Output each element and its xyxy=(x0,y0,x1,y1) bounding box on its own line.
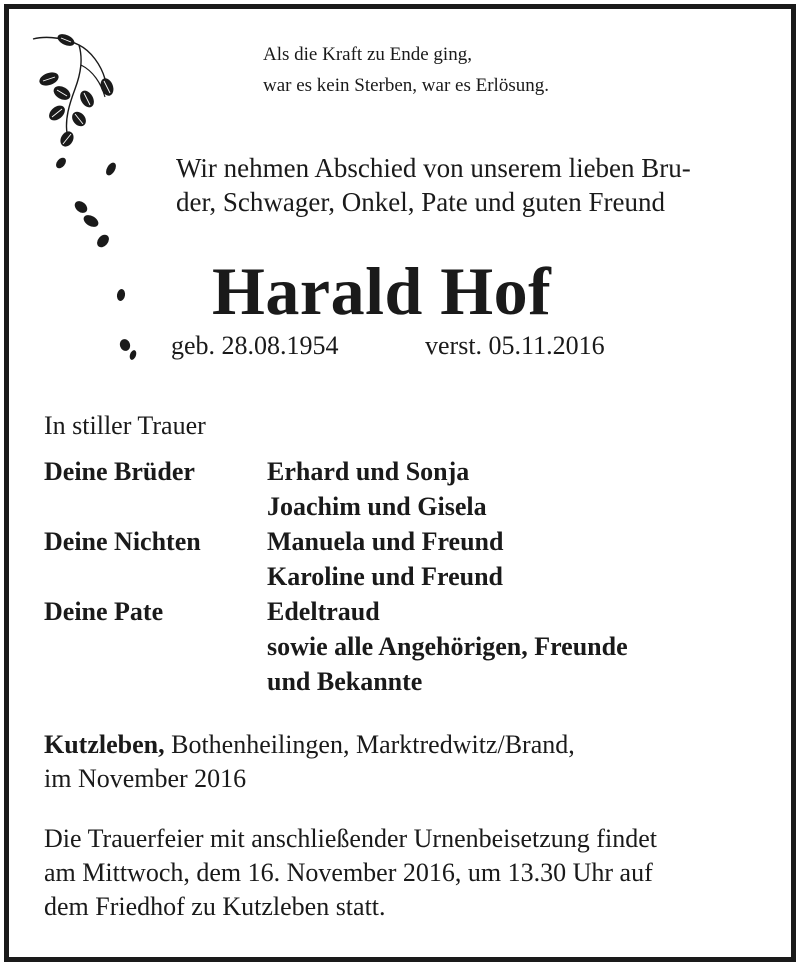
place-date: im November 2016 xyxy=(44,764,247,793)
obituary-notice xyxy=(4,4,796,962)
mourner-name: Erhard und Sonja xyxy=(267,457,470,486)
deceased-name: Harald Hof xyxy=(212,253,552,329)
place-others: Bothenheilingen, Marktredwitz/Brand, xyxy=(171,730,575,759)
mourner-name: Karoline und Freund xyxy=(267,562,503,591)
ceremony-line-3: dem Friedhof zu Kutzleben statt. xyxy=(44,892,386,921)
intro-line-2: der, Schwager, Onkel, Pate und guten Freund xyxy=(176,187,665,217)
birth-date: geb. 28.08.1954 xyxy=(171,331,339,360)
falling-leaves-icon xyxy=(9,9,169,369)
relation-label-nieces: Deine Nichten xyxy=(44,527,201,556)
mourner-name: Joachim und Gisela xyxy=(267,492,487,521)
relation-label-godchild: Deine Pate xyxy=(44,597,164,626)
death-date: verst. 05.11.2016 xyxy=(425,331,605,360)
mourning-heading: In stiller Trauer xyxy=(44,411,206,440)
ceremony-line-1: Die Trauerfeier mit anschließender Urnenbeisetzung findet xyxy=(44,824,657,853)
mourner-name: Edeltraud xyxy=(267,597,380,626)
place-town: Kutzleben, xyxy=(44,730,165,759)
poem-line-2: war es kein Sterben, war es Erlösung. xyxy=(263,75,549,96)
ceremony-line-2: am Mittwoch, dem 16. November 2016, um 13.30 Uhr auf xyxy=(44,858,653,887)
mourner-name: sowie alle Angehörigen, Freunde xyxy=(267,632,628,661)
place-line xyxy=(44,728,575,762)
relation-label-brothers: Deine Brüder xyxy=(44,457,195,486)
mourner-name: Manuela und Freund xyxy=(267,527,504,556)
intro-line-1: Wir nehmen Abschied von unserem lieben Bru- xyxy=(176,153,691,183)
mourner-name: und Bekannte xyxy=(267,667,423,696)
poem-line-1: Als die Kraft zu Ende ging, xyxy=(263,44,472,65)
